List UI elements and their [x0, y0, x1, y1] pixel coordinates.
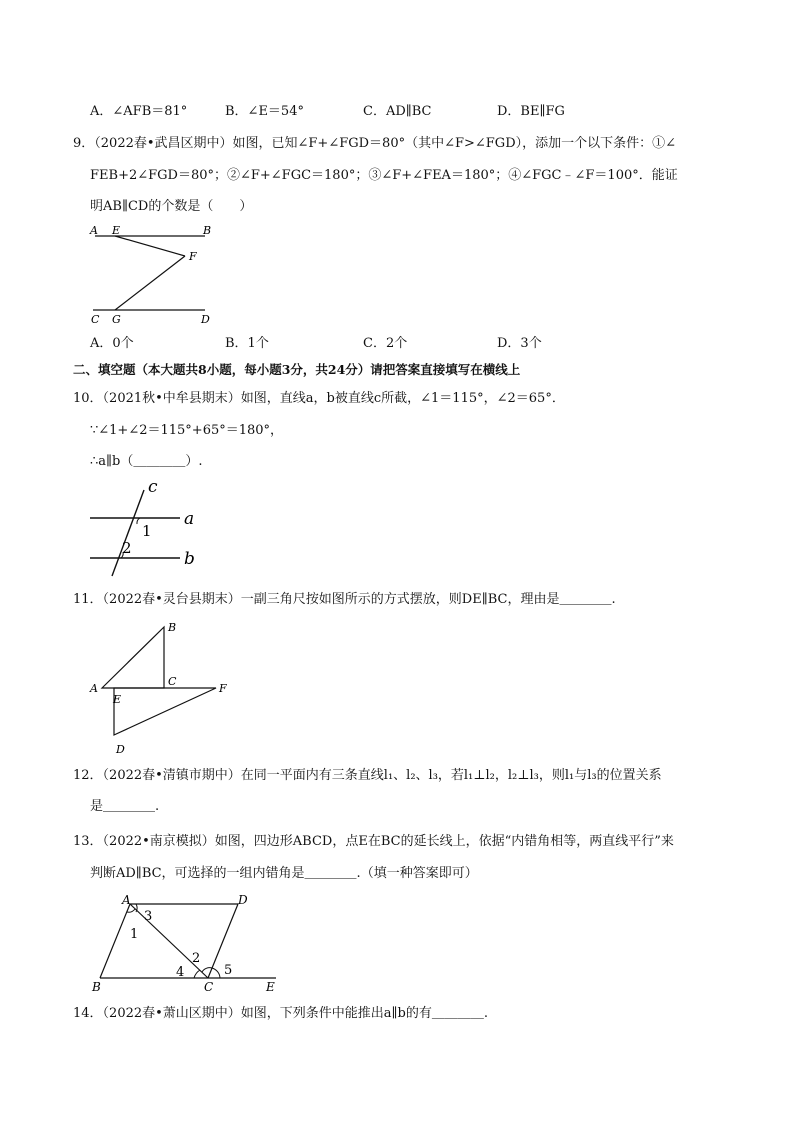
q10-text-line1: 10．（2021秋•中牟县期末）如图，直线a，b被直线c所截，∠1＝115°，∠2＝65°． [73, 391, 565, 406]
q13-label-a: A [122, 893, 131, 907]
q11-figure [88, 615, 238, 755]
q11-text-line1: 11．（2022春•灵台县期末）一副三角尺按如图所示的方式摆放，则DE∥BC，理由是＿＿＿＿. [73, 592, 616, 607]
q9-label-b: B [203, 224, 212, 237]
q12-text-line2: 是＿＿＿＿. [90, 799, 160, 814]
q10-label-angle2: 2 [122, 539, 132, 557]
q13-label-angle3: 3 [144, 909, 153, 924]
q8-option-c: C．AD∥BC [363, 104, 432, 119]
q13-label-e: E [266, 980, 275, 994]
q9-option-a: A．0个 [90, 336, 134, 351]
q9-label-d: D [201, 313, 210, 326]
q10-label-b: b [184, 549, 195, 569]
q9-text-line1: 9．（2022春•武昌区期中）如图，已知∠F+∠FGD＝80°（其中∠F>∠FGD），添加一个以下条件：①∠ [73, 136, 677, 151]
q10-label-angle1: 1 [142, 522, 152, 540]
q13-label-angle5: 5 [224, 963, 233, 978]
q13-label-b: B [92, 980, 101, 994]
q12-text-line1: 12．（2022春•清镇市期中）在同一平面内有三条直线l₁、l₂、l₃，若l₁⊥l₂，l₂⊥l₃，则l₁与l₃的位置关系 [73, 768, 662, 783]
q14-text-line1: 14．（2022春•萧山区期中）如图，下列条件中能推出a∥b的有＿＿＿＿. [73, 1006, 489, 1021]
q9-label-e: E [112, 224, 121, 237]
q8-option-a: A．∠AFB＝81° [90, 104, 188, 119]
q9-figure [85, 222, 225, 330]
q13-text-line1: 13．（2022•南京模拟）如图，四边形ABCD，点E在BC的延长线上，依据“内错角相等，两直线平行”来 [73, 834, 674, 849]
q13-figure [88, 890, 288, 994]
q9-label-c: C [91, 313, 100, 326]
q10-figure [88, 476, 208, 578]
q8-option-b: B．∠E＝54° [225, 104, 304, 119]
q13-text-line2: 判断AD∥BC，可选择的一组内错角是＿＿＿＿.（填一种答案即可） [90, 866, 478, 881]
q9-label-g: G [112, 313, 121, 326]
q9-text-line2: FEB+2∠FGD＝80°；②∠F+∠FGC＝180°；③∠F+∠FEA＝180°；④∠FGC﹣∠F＝100°．能证 [90, 168, 678, 183]
q11-label-c: C [168, 675, 177, 688]
q9-option-b: B．1个 [225, 336, 269, 351]
q11-label-e: E [113, 693, 122, 706]
q9-text-line3: 明AB∥CD的个数是（ ） [90, 199, 253, 214]
q13-label-angle1: 1 [130, 927, 139, 942]
q8-option-d: D．BE∥FG [497, 104, 565, 119]
q13-label-angle4: 4 [176, 965, 185, 980]
q9-label-f: F [189, 250, 197, 263]
q13-label-c: C [204, 980, 214, 994]
q10-label-a: a [184, 509, 195, 529]
q11-label-b: B [168, 621, 177, 634]
q10-text-line3: ∴a∥b（＿＿＿＿）. [90, 454, 203, 469]
q11-label-f: F [219, 682, 227, 695]
section-title: 二、填空题（本大题共8小题，每小题3分，共24分）请把答案直接填写在横线上 [73, 362, 521, 377]
q10-text-line2: ∵∠1+∠2＝115°+65°＝180°， [90, 423, 284, 438]
q9-option-c: C．2个 [363, 336, 408, 351]
q13-label-d: D [238, 893, 248, 907]
q9-label-a: A [90, 224, 98, 237]
q13-label-angle2: 2 [192, 951, 201, 966]
q10-label-c: c [148, 477, 158, 497]
q11-label-d: D [116, 743, 125, 756]
q11-label-a: A [90, 682, 98, 695]
q9-option-d: D．3个 [497, 336, 542, 351]
